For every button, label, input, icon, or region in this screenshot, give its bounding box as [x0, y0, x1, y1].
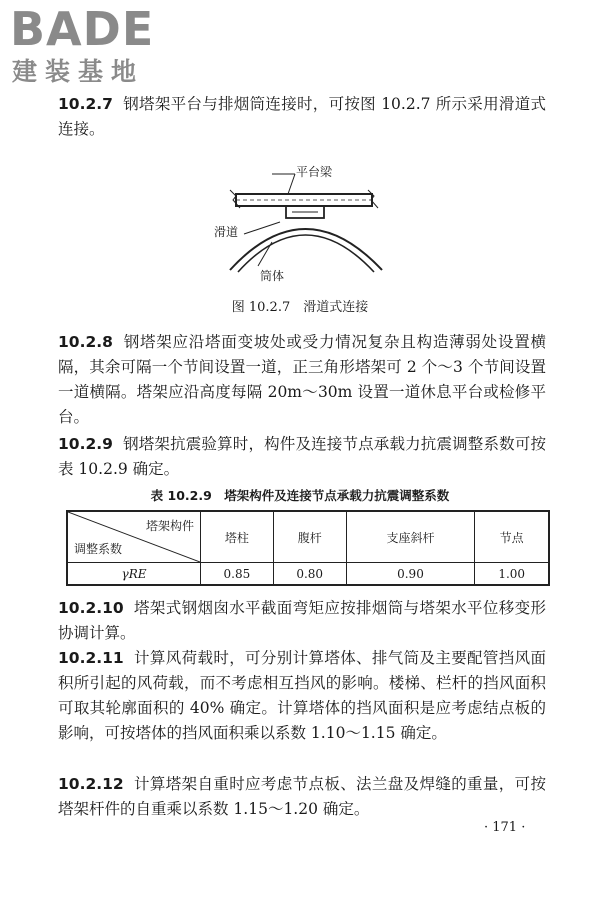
- table-cell: 0.90: [346, 563, 475, 586]
- diag-top-label: 塔架构件: [145, 519, 194, 533]
- figure-caption: 图 10.2.7 滑道式连接: [231, 300, 369, 315]
- table-cell: 0.85: [201, 563, 274, 586]
- column-header: 塔柱: [201, 511, 274, 563]
- section-number: 10.2.11: [58, 649, 124, 667]
- table-cell: 0.80: [273, 563, 346, 586]
- section-number: 10.2.10: [58, 599, 124, 617]
- table-header-row: [67, 511, 549, 563]
- column-header: 腹杆: [273, 511, 346, 563]
- section-number: 10.2.8: [58, 333, 113, 351]
- section-text: 钢塔架抗震验算时，构件及连接节点承载力抗震调整系数可按表 10.2.9 确定。: [58, 435, 546, 478]
- label-beam: 平台梁: [296, 165, 333, 179]
- logo-wordmark: BADE: [10, 2, 155, 56]
- column-header: 节点: [475, 511, 549, 563]
- diag-bottom-label: 调整系数: [74, 542, 123, 556]
- section-10-2-12: [58, 772, 546, 822]
- section-number: 10.2.12: [58, 775, 124, 793]
- table-cell: 1.00: [475, 563, 549, 586]
- column-header: 支座斜杆: [346, 511, 475, 563]
- section-text: 计算风荷载时，可分别计算塔体、排气筒及主要配管挡风面积所引起的风荷载，而不考虑相互挡风的影响。楼梯、栏杆的挡风面积可取其轮廓面积的 40% 确定。计算塔体的挡风面积是应考虑结点板的影响，可按塔体的挡风面积乘以系数 1.10～1.15 确定。: [58, 649, 546, 742]
- logo-subtitle: 建装基地: [12, 57, 145, 86]
- beam-leader-diag: [288, 174, 295, 194]
- section-number: 10.2.9: [58, 435, 113, 453]
- section-text: 计算塔架自重时应考虑节点板、法兰盘及焊缝的重量，可按塔架杆件的自重乘以系数 1.15～1.20 确定。: [58, 775, 546, 818]
- section-10-2-7: [58, 92, 546, 142]
- page-number: · 171 ·: [484, 820, 526, 835]
- section-text: 钢塔架平台与排烟筒连接时，可按图 10.2.7 所示采用滑道式连接。: [58, 95, 546, 138]
- section-text: 塔架式钢烟囱水平截面弯矩应按排烟筒与塔架水平位移变形协调计算。: [58, 599, 546, 642]
- table-caption: 表 10.2.9 塔架构件及连接节点承载力抗震调整系数: [150, 488, 450, 503]
- seismic-coefficient-table: [66, 510, 550, 586]
- section-10-2-8: [58, 330, 546, 430]
- slide-connection-diagram: [200, 162, 400, 287]
- table-row: [67, 563, 549, 586]
- slide-leader: [244, 222, 280, 234]
- diagonal-header-cell: [67, 511, 201, 563]
- bade-logo: [10, 4, 180, 88]
- tube-leader: [258, 242, 272, 266]
- section-number: 10.2.7: [58, 95, 113, 113]
- section-10-2-9: [58, 432, 546, 482]
- figure-slide-connection: [200, 162, 400, 287]
- section-10-2-10: [58, 596, 546, 646]
- row-label: γRE: [67, 563, 201, 586]
- label-tube: 筒体: [260, 269, 285, 283]
- tube-inner-arc: [238, 235, 374, 272]
- label-slide: 滑道: [214, 225, 239, 239]
- section-10-2-11: [58, 646, 546, 746]
- section-text: 钢塔架应沿塔面变坡处或受力情况复杂且构造薄弱处设置横隔，其余可隔一个节间设置一道，正三角形塔架可 2 个～3 个节间设置一道横隔。塔架应沿高度每隔 20m～30m 设置一道休息平台或检修平台。: [58, 333, 546, 426]
